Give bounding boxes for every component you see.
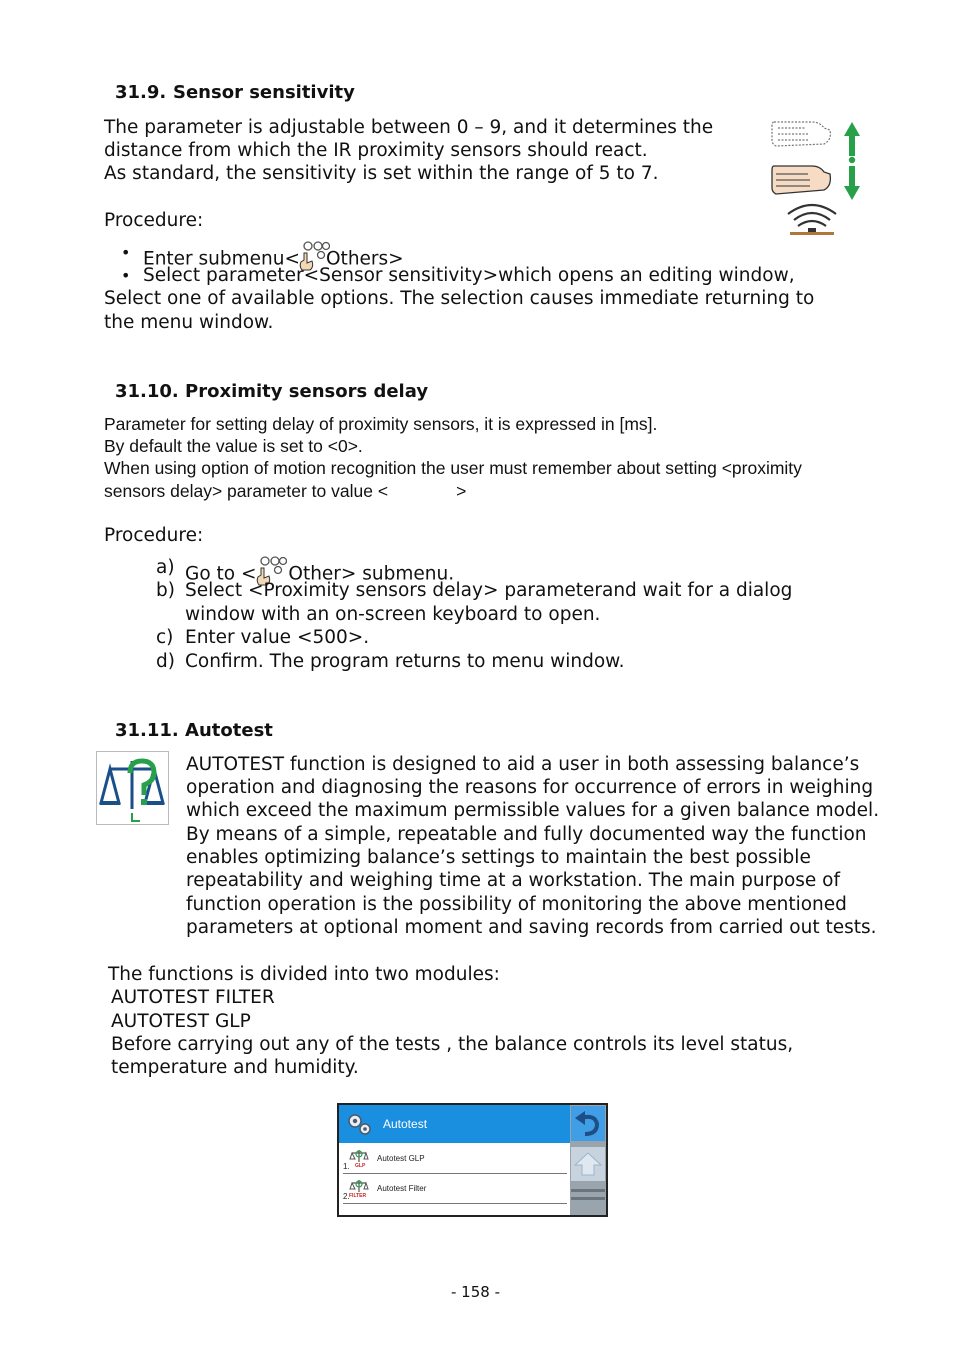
autotest-menu-screenshot (337, 1103, 608, 1217)
section-title-autotest: 31.11. Autotest (115, 720, 273, 741)
bullet-text: Enter submenu< (143, 248, 300, 270)
back-button[interactable] (571, 1106, 605, 1141)
step-label-b: b) (156, 580, 175, 601)
section-number-31-9: 31.9. (115, 82, 167, 103)
step-text: Go to < (185, 563, 257, 585)
paragraph-line: The parameter is adjustable between 0 – 9, and it determines the (104, 117, 714, 138)
bullet-text: Others> (326, 248, 404, 270)
hand-proximity-icon (768, 116, 864, 242)
procedure-label: Procedure: (104, 525, 204, 546)
section-title-sensor-sensitivity: Sensor sensitivity (173, 82, 355, 103)
item-number: 1. (343, 1162, 350, 1171)
item-icon-label: FILTER (349, 1193, 367, 1199)
paragraph-line: The functions is divided into two modules: (108, 964, 500, 985)
scroll-divider (571, 1189, 605, 1192)
bullet-item-select-parameter: • Select parameter<Sensor sensitivity>which opens an editing window, (143, 264, 795, 287)
paragraph-line: enables optimizing balance’s settings to maintain the best possible (186, 847, 811, 868)
settings-gear-icon (346, 1112, 372, 1136)
paragraph-line: As standard, the sensitivity is set within the range of 5 to 7. (104, 163, 659, 184)
paragraph-line: repeatability and weighing time at a workstation. The main purpose of (186, 870, 840, 891)
module-autotest-filter: AUTOTEST FILTER (111, 987, 275, 1008)
step-c: Enter value <500>. (185, 627, 370, 648)
paragraph-line: Select one of available options. The selection causes immediate returning to (104, 288, 815, 309)
paragraph-line: AUTOTEST function is designed to aid a user in both assessing balance’s (186, 754, 860, 775)
scroll-up-button[interactable] (571, 1147, 605, 1181)
screen-sidebar (570, 1105, 606, 1217)
item-label: Autotest GLP (377, 1154, 425, 1163)
paragraph-line (104, 480, 466, 503)
paragraph-line: Before carrying out any of the tests , the balance controls its level status, (111, 1034, 794, 1055)
paragraph-line: operation and diagnosing the reasons for occurrence of errors in weighing (186, 777, 874, 798)
paragraph-text: sensors delay> parameter to value < (104, 481, 389, 501)
item-number: 2. (343, 1192, 350, 1201)
page-number: - 158 - (451, 1283, 500, 1301)
screen-title: Autotest (383, 1117, 428, 1131)
step-d: Confirm. The program returns to menu window. (185, 651, 625, 672)
paragraph-line: which exceed the maximum permissible values for a given balance model. (186, 800, 880, 821)
paragraph-line: the menu window. (104, 312, 274, 333)
section-title-proximity-sensors-delay: 31.10. Proximity sensors delay (115, 381, 429, 402)
step-b: Select <Proximity sensors delay> parameterand wait for a dialog (185, 580, 793, 601)
paragraph-line: distance from which the IR proximity sensors should react. (104, 140, 648, 161)
back-arrow-icon (571, 1106, 605, 1141)
paragraph-line: parameters at optional moment and saving records from carried out tests. (186, 917, 877, 938)
step-b-continued: window with an on-screen keyboard to open. (185, 604, 601, 625)
paragraph-line: temperature and humidity. (111, 1057, 359, 1078)
module-autotest-glp: AUTOTEST GLP (111, 1011, 251, 1032)
screen-header (339, 1105, 570, 1143)
autotest-balance-icon (96, 751, 169, 825)
item-label: Autotest Filter (377, 1184, 427, 1193)
item-icon-label: GLP (355, 1163, 366, 1169)
step-label-c: c) (156, 627, 174, 648)
step-text: Other> submenu. (282, 563, 455, 585)
scroll-divider (571, 1197, 605, 1200)
paragraph-text: > (456, 481, 467, 501)
list-item-autotest-filter[interactable] (343, 1175, 567, 1204)
paragraph-line: When using option of motion recognition the user must remember about setting <proximity (104, 458, 802, 478)
paragraph-line: Parameter for setting delay of proximity sensors, it is expressed in [ms]. (104, 414, 658, 434)
paragraph-line: By default the value is set to <0>. (104, 436, 363, 456)
procedure-label: Procedure: (104, 210, 204, 231)
paragraph-line: By means of a simple, repeatable and fully documented way the function (186, 824, 867, 845)
up-arrow-icon (571, 1147, 605, 1181)
list-item-autotest-glp[interactable] (343, 1145, 567, 1174)
paragraph-line: function operation is the possibility of monitoring the above mentioned (186, 894, 847, 915)
step-label-a: a) (156, 557, 175, 578)
step-label-d: d) (156, 651, 175, 672)
